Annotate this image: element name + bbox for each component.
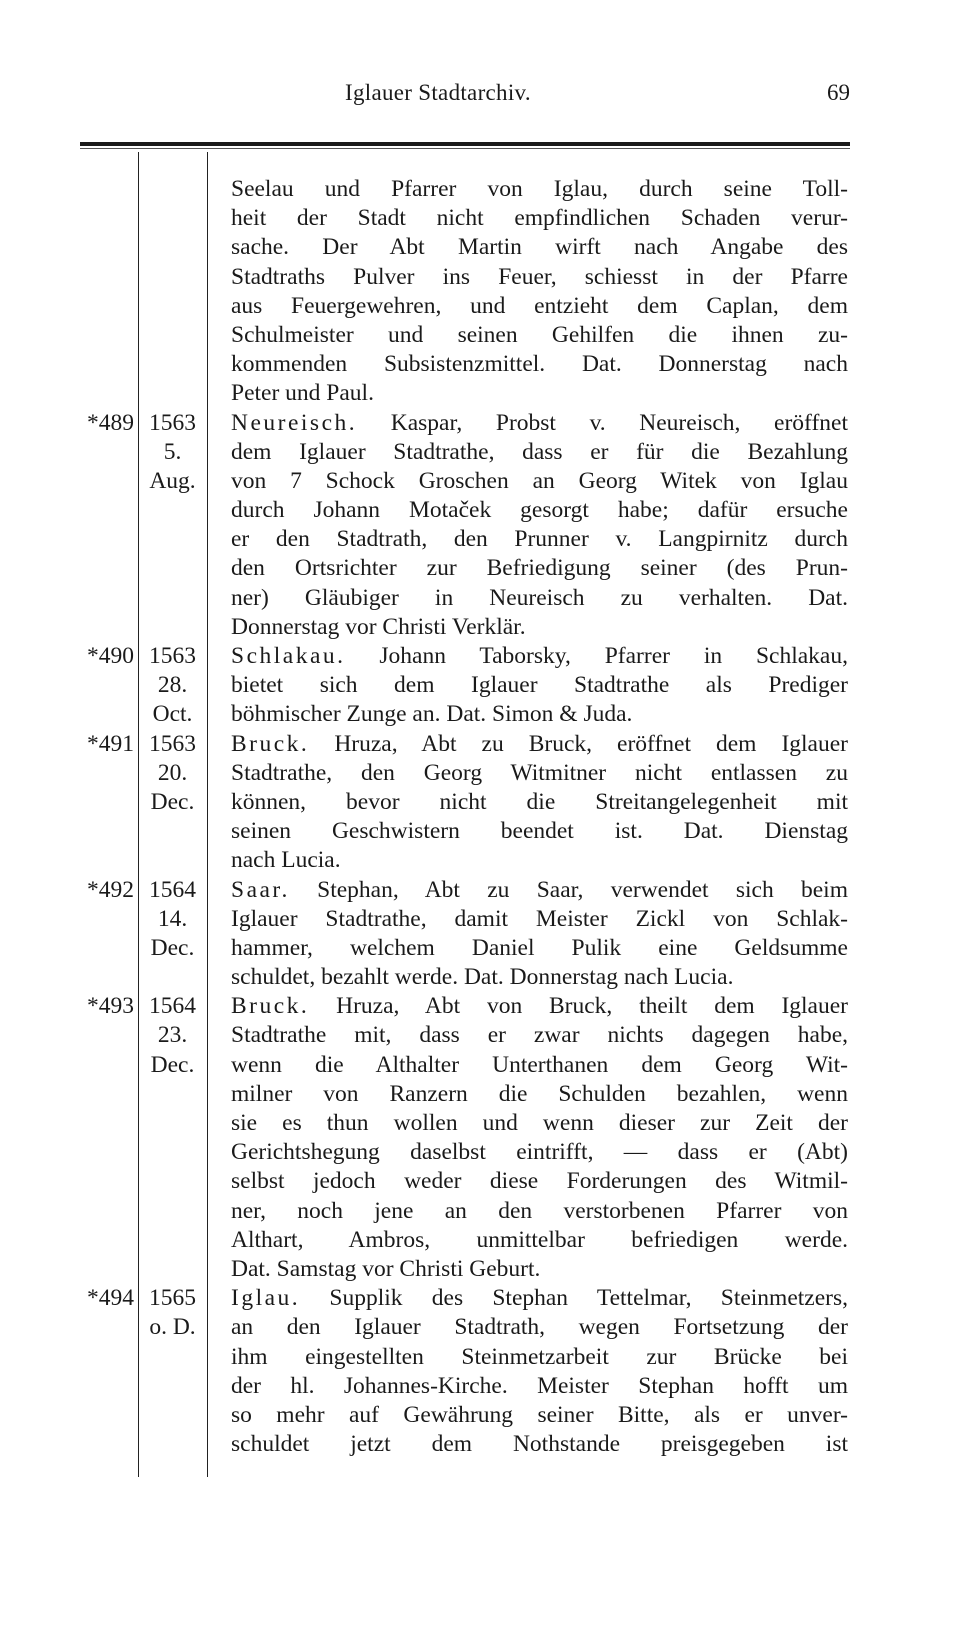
text-line <box>0 1138 960 1167</box>
text-line <box>0 788 960 817</box>
text-line <box>0 438 960 467</box>
entry-body: Dat. Samstag vor Christi Geburt. <box>231 1255 541 1282</box>
entry-text <box>231 467 848 496</box>
entry-date: 5. <box>163 438 182 465</box>
entry-date: 1564 <box>149 993 196 1020</box>
entry-text <box>231 263 848 292</box>
text-line <box>0 846 960 875</box>
text-line <box>0 379 960 408</box>
text-line <box>0 671 960 700</box>
entry-date: Dec. <box>150 934 195 961</box>
entry-text <box>231 1255 848 1284</box>
text-line <box>0 1051 960 1080</box>
entry-body: Stadtrathe mit, dass er zwar nichts dagegen habe, <box>231 1022 848 1049</box>
entry-text <box>231 1372 848 1401</box>
entry-date: 20. <box>157 759 188 786</box>
text-line <box>0 467 960 496</box>
entry-text <box>231 204 848 233</box>
text-line <box>0 905 960 934</box>
entry-body: kommenden Subsistenzmittel. Dat. Donnerstag nach <box>231 351 848 378</box>
text-line <box>0 817 960 846</box>
text-line <box>0 1430 960 1459</box>
entry-body: so mehr auf Gewährung seiner Bitte, als er unver- <box>231 1401 848 1428</box>
entry-body: von 7 Schock Groschen an Georg Witek von Iglau <box>231 467 848 494</box>
entry-date: Oct. <box>152 701 193 728</box>
entry-date: 1563 <box>149 730 196 757</box>
text-line <box>0 934 960 963</box>
entry-text <box>231 1284 848 1313</box>
place-keyword: Iglau. <box>231 1285 301 1312</box>
entry-body: Stephan, Abt zu Saar, verwendet sich beim <box>289 876 848 903</box>
text-line <box>0 1343 960 1372</box>
text-line <box>0 292 960 321</box>
entry-date: Aug. <box>149 467 196 494</box>
text-line <box>0 963 960 992</box>
text-line <box>0 233 960 262</box>
entry-body: schuldet, bezahlt werde. Dat. Donnerstag nach Lucia. <box>231 964 734 991</box>
entry-text <box>231 963 848 992</box>
entry-text <box>231 1138 848 1167</box>
text-line <box>0 1255 960 1284</box>
entry-body: ner) Gläubiger in Neureisch zu verhalten. Dat. <box>231 584 848 611</box>
text-line <box>0 1167 960 1196</box>
text-line <box>0 263 960 292</box>
text-line <box>0 525 960 554</box>
entry-body: Kaspar, Probst v. Neureisch, eröffnet <box>357 409 848 436</box>
entry-text <box>231 671 848 700</box>
entry-body: Stadtraths Pulver ins Feuer, schiesst in der Pfarre <box>231 263 848 290</box>
entry-body: sache. Der Abt Martin wirft nach Angabe des <box>231 234 848 261</box>
text-line <box>0 1021 960 1050</box>
entry-body: können, bevor nicht die Streitangelegenheit mit <box>231 788 848 815</box>
entry-number: *490 <box>87 643 134 669</box>
entry-text <box>231 1313 848 1342</box>
entry-body: ner, noch jene an den verstorbenen Pfarrer von <box>231 1197 848 1224</box>
entry-date: 1565 <box>149 1285 196 1312</box>
text-line <box>0 1109 960 1138</box>
entry-body: Supplik des Stephan Tettelmar, Steinmetzers, <box>300 1285 848 1312</box>
entry-date: 28. <box>157 672 188 699</box>
text-line <box>0 876 960 905</box>
entry-body: Althart, Ambros, unmittelbar befriedigen werde. <box>231 1226 848 1253</box>
entry-body: hammer, welchem Daniel Pulik eine Geldsumme <box>231 934 848 961</box>
entry-text <box>231 934 848 963</box>
entry-body: Schulmeister und seinen Gehilfen die ihnen zu- <box>231 321 848 348</box>
entry-body: bietet sich dem Iglauer Stadtrathe als Prediger <box>231 672 848 699</box>
entry-text <box>231 876 848 905</box>
entry-text <box>231 1343 848 1372</box>
text-line <box>0 1372 960 1401</box>
entry-date: 14. <box>157 905 188 932</box>
text-line <box>0 700 960 729</box>
entry-body: ihm eingestellten Steinmetzarbeit zur Brücke bei <box>231 1343 848 1370</box>
entry-text <box>231 1021 848 1050</box>
entry-body: sie es thun wollen und wenn dieser zur Zeit der <box>231 1110 848 1136</box>
entry-date: 1563 <box>149 643 196 669</box>
text-line <box>0 1197 960 1226</box>
entry-number: *494 <box>87 1285 134 1312</box>
text-line <box>0 321 960 350</box>
page-number: 69 <box>827 80 850 105</box>
entry-body: Stadtrathe, den Georg Witmitner nicht entlassen zu <box>231 759 848 786</box>
entry-number: *489 <box>87 409 134 436</box>
text-line <box>0 175 960 204</box>
entry-date: o. D. <box>149 1314 196 1341</box>
entry-number: *491 <box>87 730 134 757</box>
entry-text <box>231 1109 848 1138</box>
entry-body: Peter und Paul. <box>231 380 374 407</box>
entry-text <box>231 905 848 934</box>
entry-text <box>231 438 848 467</box>
entry-text <box>231 642 848 671</box>
text-line <box>0 409 960 438</box>
place-keyword: Schlakau. <box>231 643 346 669</box>
text-line <box>0 992 960 1021</box>
entry-body: Gerichtshegung daselbst eintrifft, — dass er (Abt) <box>231 1139 848 1166</box>
entry-text <box>231 554 848 583</box>
entry-number: *493 <box>87 993 134 1020</box>
entry-text <box>231 788 848 817</box>
header-rule <box>80 142 850 146</box>
entry-body: seinen Geschwistern beendet ist. Dat. Dienstag <box>231 818 848 845</box>
text-line <box>0 1313 960 1342</box>
text-line <box>0 613 960 642</box>
text-line <box>0 1284 960 1313</box>
entry-text <box>231 175 848 204</box>
entry-date: Dec. <box>150 1051 195 1078</box>
entry-text <box>231 1167 848 1196</box>
header-rule-thin <box>80 148 850 149</box>
entry-body: heit der Stadt nicht empfindlichen Schaden verur- <box>231 205 848 232</box>
entry-body: böhmischer Zunge an. Dat. Simon & Juda. <box>231 701 633 728</box>
entry-text <box>231 992 848 1021</box>
text-line <box>0 350 960 379</box>
entry-body: milner von Ranzern die Schulden bezahlen, wenn <box>231 1080 848 1107</box>
entry-text <box>231 759 848 788</box>
place-keyword: Saar. <box>231 876 290 903</box>
entry-text <box>231 1430 848 1459</box>
entry-text <box>231 379 848 408</box>
text-line <box>0 496 960 525</box>
entry-text <box>231 846 848 875</box>
entry-body: Johann Taborsky, Pfarrer in Schlakau, <box>345 643 848 669</box>
entry-body: Hruza, Abt zu Bruck, eröffnet dem Iglauer <box>309 730 848 757</box>
text-line <box>0 642 960 671</box>
entry-text <box>231 1197 848 1226</box>
text-line <box>0 204 960 233</box>
entry-body: Iglauer Stadtrathe, damit Meister Zickl von Schlak- <box>231 905 848 932</box>
text-line <box>0 1080 960 1109</box>
running-title: Iglauer Stadtarchiv. <box>345 80 531 105</box>
entry-body: durch Johann Motaček gesorgt habe; dafür ersuche <box>231 497 848 524</box>
text-line <box>0 554 960 583</box>
entry-date: 1563 <box>149 409 196 436</box>
entry-text <box>231 321 848 350</box>
text-line <box>0 1401 960 1430</box>
register-entries <box>0 175 960 1459</box>
entry-text <box>231 700 848 729</box>
entry-body: selbst jedoch weder diese Forderungen des Witmil- <box>231 1168 848 1195</box>
entry-body: Donnerstag vor Christi Verklär. <box>231 613 526 640</box>
place-keyword: Bruck. <box>231 993 310 1020</box>
text-line <box>0 584 960 613</box>
entry-text <box>231 409 848 438</box>
entry-text <box>231 233 848 262</box>
entry-body: den Ortsrichter zur Befriedigung seiner (des Prun- <box>231 555 848 582</box>
entry-text <box>231 350 848 379</box>
entry-body: aus Feuergewehren, und entzieht dem Caplan, dem <box>231 292 848 319</box>
page-header <box>80 80 850 116</box>
entry-text <box>231 1401 848 1430</box>
entry-body: nach Lucia. <box>231 847 341 874</box>
entry-body: wenn die Althalter Unterthanen dem Georg Wit- <box>231 1051 848 1078</box>
entry-body: an den Iglauer Stadtrath, wegen Fortsetzung der <box>231 1314 848 1341</box>
entry-text <box>231 1226 848 1255</box>
text-line <box>0 759 960 788</box>
entry-text <box>231 613 848 642</box>
entry-date: 23. <box>157 1022 188 1049</box>
entry-date: Dec. <box>150 788 195 815</box>
place-keyword: Neureisch. <box>231 409 358 436</box>
entry-body: er den Stadtrath, den Prunner v. Langpirnitz durch <box>231 526 848 553</box>
entry-body: schuldet jetzt dem Nothstande preisgegeben ist <box>231 1431 848 1458</box>
entry-text <box>231 496 848 525</box>
entry-body: Hruza, Abt von Bruck, theilt dem Iglauer <box>309 993 848 1020</box>
entry-text <box>231 1051 848 1080</box>
place-keyword: Bruck. <box>231 730 310 757</box>
entry-body: Seelau und Pfarrer von Iglau, durch seine Toll- <box>231 176 848 202</box>
entry-text <box>231 817 848 846</box>
text-line <box>0 730 960 759</box>
text-line <box>0 1226 960 1255</box>
entry-text <box>231 1080 848 1109</box>
entry-text <box>231 584 848 613</box>
entry-body: der hl. Johannes-Kirche. Meister Stephan hofft um <box>231 1372 848 1399</box>
entry-text <box>231 292 848 321</box>
entry-body: dem Iglauer Stadtrathe, dass er für die Bezahlung <box>231 438 848 465</box>
entry-number: *492 <box>87 876 134 903</box>
entry-date: 1564 <box>149 876 196 903</box>
entry-text <box>231 730 848 759</box>
entry-text <box>231 525 848 554</box>
